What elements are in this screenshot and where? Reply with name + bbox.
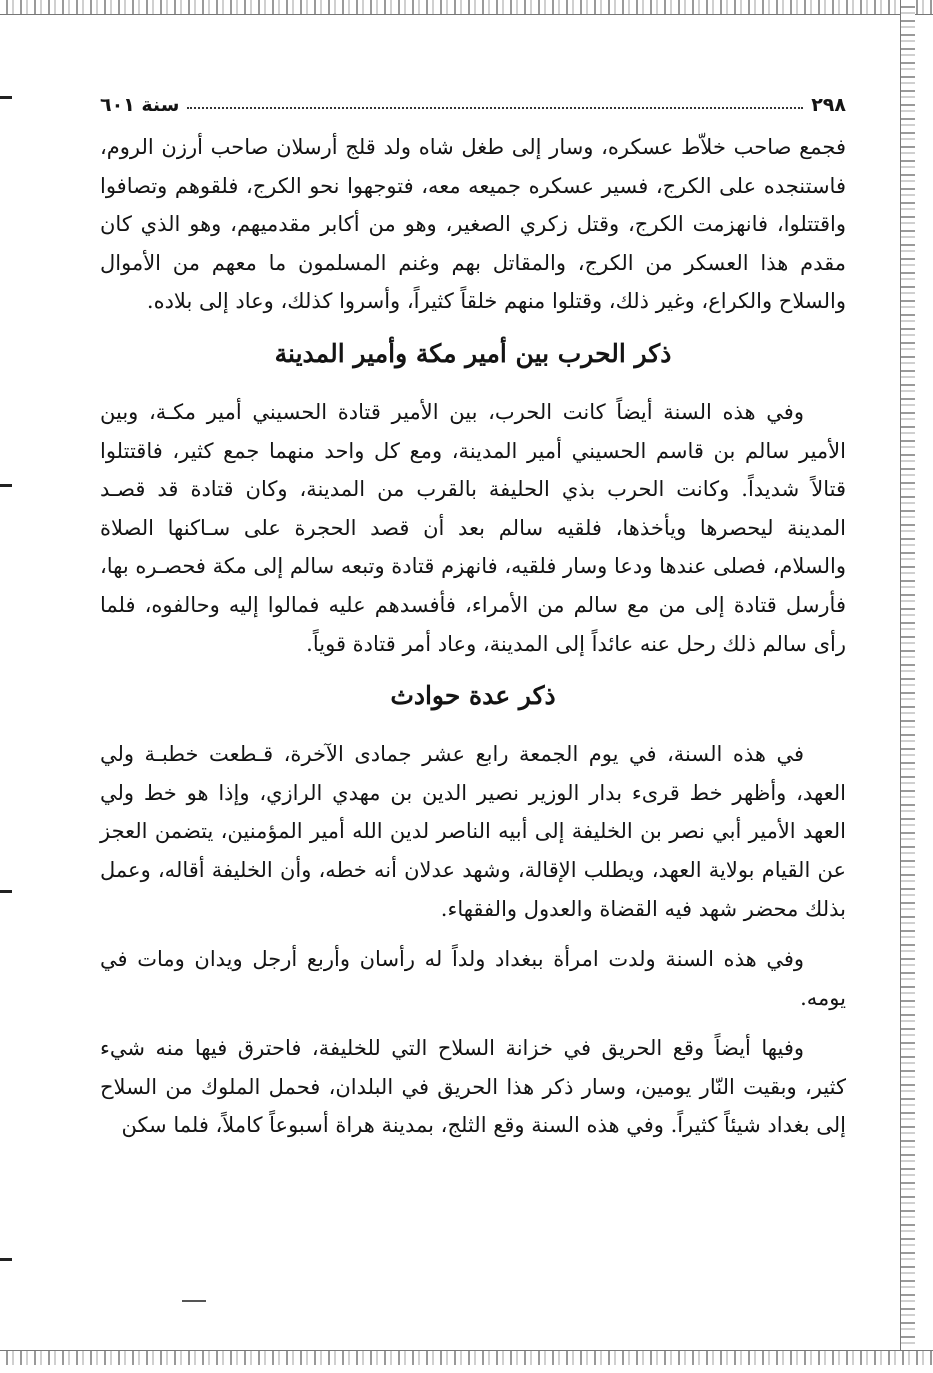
paragraph-gap	[100, 1017, 846, 1029]
running-title: سنة ٦٠١	[100, 94, 180, 116]
footer-dash	[182, 1300, 206, 1302]
decorative-border-bottom	[0, 1350, 933, 1365]
decorative-border-top	[0, 0, 933, 15]
page-number: ٢٩٨	[811, 94, 846, 116]
margin-mark	[0, 1258, 12, 1261]
section-heading: ذكر عدة حوادث	[390, 681, 556, 711]
decorative-border-right	[900, 0, 915, 1364]
body-paragraph: وفي هذه السنة ولدت امرأة ببغداد ولداً له رأسان وأربع أرجل ويدان ومات في يومه.	[100, 947, 846, 1010]
body-paragraph: فجمع صاحب خلاّط عسكره، وسار إلى طغل شاه ولد قلج أرسلان صاحب أرزن الروم، فاستنجده على الكرج، فسير عسكره جميعه معه، فتوجهوا نحو الكرج، فلقوهم وتصافوا واقتتلوا، فانهزمت الكرج، وقتل زكري الصغير، وهو من أكابر مقدميهم، وهو الذي كان مقدم هذا العسكر من الكرج، والمقاتل بهم وغنم المسلمون ما معهم من الأموال والسلاح والكراع، وغير ذلك، وقتلوا منهم خلقاً كثيراً، وأسروا كذلك، وعاد إلى بلاده.	[100, 135, 846, 314]
dotted-leader	[187, 107, 803, 109]
body-paragraph: وفيها أيضاً وقع الحريق في خزانة السلاح التي للخليفة، فاحترق فيها منه شيء كثير، وبقيت النّار يومين، وسار ذكر هذا الحريق في البلدان، فحمل الملوك من السلاح إلى بغداد شيئاً كثيراً. وفي هذه السنة وقع الثلج، بمدينة هراة أسبوعاً كاملاً، فلما سكن	[100, 1036, 846, 1138]
margin-mark	[0, 484, 12, 487]
paragraph-gap	[100, 928, 846, 940]
body-paragraph: وفي هذه السنة أيضاً كانت الحرب، بين الأمير قتادة الحسيني أمير مكـة، وبين الأمير سالم بن قاسم الحسيني أمير المدينة، ومع كل واحد منهما جمع كثير، فاقتتلوا قتالاً شديداً. وكانت الحرب بذي الحليفة بالقرب من المدينة، وكان قتادة قد قصـد المدينة ليحصرها ويأخذها، فلقيه سالم بعد أن قصد الحجرة على سـاكنها الصلاة والسلام، فصلى عندها ودعا وسار فلقيه، فانهزم قتادة وتبعه سالم إلى مكة فحصـره بها، فأرسل قتادة إلى من مع سالم من الأمراء، فأفسدهم عليه فمالوا إليه وحالفوه، فلما رأى سالم ذلك رحل عنه عائداً إلى المدينة، وعاد أمر قتادة قوياً.	[100, 399, 846, 656]
margin-mark	[0, 96, 12, 99]
margin-mark	[0, 890, 12, 893]
page-body	[100, 128, 846, 1145]
body-paragraph: في هذه السنة، في يوم الجمعة رابع عشر جمادى الآخرة، قـطعت خطبـة ولي العهد، وأظهر خط قرىء بدار الوزير نصير الدين بن مهدي الرازي، وإذا هو خط ولي العهد الأمير أبي نصر بن الخليفة إلى أبيه الناصر لدين الله أمير المؤمنين، يتضمن العجز عن القيام بولاية العهد، ويطلب الإقالة، وشهد عدلان أنه خطه، وأن الخليفة أقاله، وعمل بذلك محضر شهد فيه القضاة والعدول والفقهاء.	[100, 742, 846, 921]
page-header	[100, 86, 846, 116]
section-heading: ذكر الحرب بين أمير مكة وأمير المدينة	[274, 338, 672, 368]
